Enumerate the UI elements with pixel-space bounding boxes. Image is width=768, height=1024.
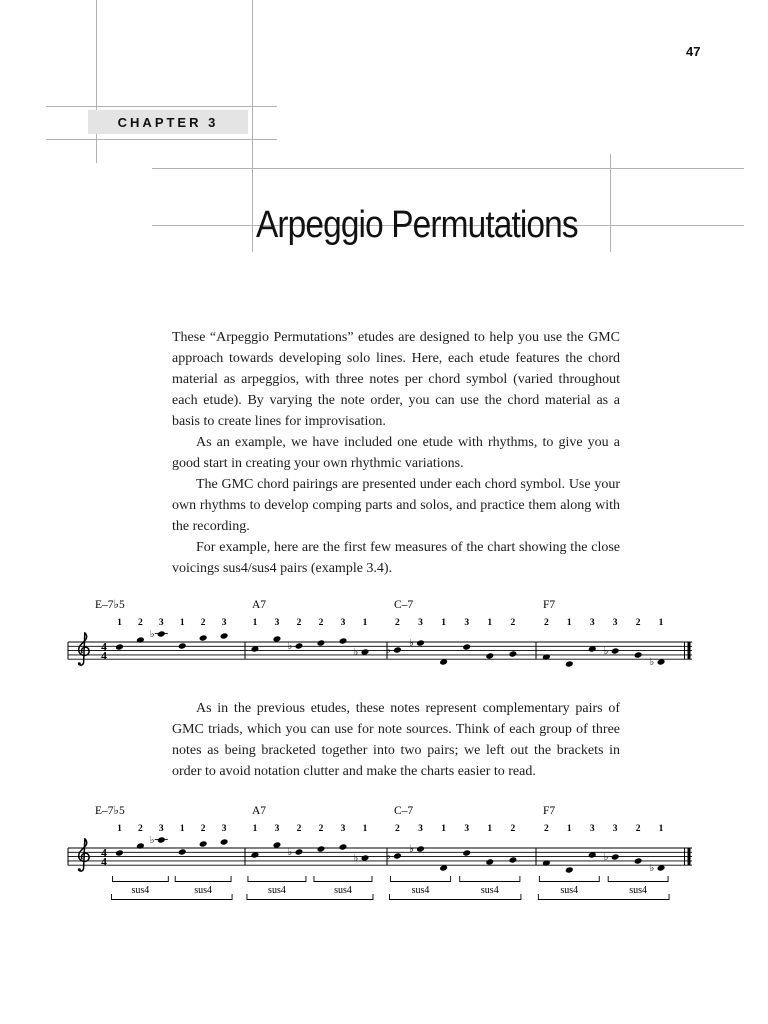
svg-text:1: 1	[658, 618, 664, 628]
svg-text:C–7: C–7	[394, 805, 414, 817]
svg-text:sus4: sus4	[268, 885, 286, 896]
svg-text:sus4: sus4	[411, 885, 430, 896]
svg-text:3: 3	[612, 824, 618, 834]
paragraph: For example, here are the first few measures of the chart showing the close voicings sus4/sus4 pairs (example 3.4).	[172, 540, 620, 576]
svg-text:♭: ♭	[149, 629, 155, 641]
svg-text:sus4: sus4	[560, 885, 579, 896]
svg-text:C–7: C–7	[394, 599, 414, 611]
svg-text:3: 3	[340, 618, 346, 628]
svg-text:sus4: sus4	[334, 885, 352, 896]
svg-text:♭: ♭	[353, 853, 359, 865]
svg-text:2: 2	[296, 824, 302, 834]
svg-text:2: 2	[138, 618, 143, 628]
svg-text:3: 3	[589, 618, 595, 628]
svg-text:4: 4	[101, 856, 107, 869]
svg-text:♭: ♭	[287, 847, 293, 859]
svg-text:1: 1	[658, 824, 664, 834]
svg-text:2: 2	[543, 618, 549, 628]
svg-text:1: 1	[117, 618, 122, 628]
svg-text:1: 1	[441, 618, 446, 628]
svg-text:2: 2	[395, 618, 400, 628]
svg-text:1: 1	[487, 618, 493, 628]
svg-text:sus4: sus4	[480, 885, 499, 896]
paragraph: These “Arpeggio Permutations” etudes are designed to help you use the GMC approach towards developing solo lines. Here, each etude features the chord material as arpeggios, with three notes per chord symbol (varied throughout each etude). By varying the note order, you can use the chord material as a basis to create lines for improvisation.	[172, 330, 620, 429]
svg-text:2: 2	[510, 824, 516, 834]
svg-text:2: 2	[296, 618, 302, 628]
svg-text:♭: ♭	[649, 657, 655, 669]
svg-text:1: 1	[179, 618, 185, 628]
decor-line-title-top	[152, 168, 744, 169]
svg-text:2: 2	[635, 618, 641, 628]
svg-text:1: 1	[117, 824, 122, 834]
svg-text:3: 3	[274, 824, 280, 834]
svg-text:1: 1	[179, 824, 185, 834]
svg-text:A7: A7	[252, 599, 267, 611]
svg-text:♭: ♭	[603, 852, 609, 864]
svg-text:1: 1	[566, 824, 572, 834]
svg-text:2: 2	[318, 824, 324, 834]
svg-text:3: 3	[418, 824, 423, 834]
page-number: 47	[686, 44, 701, 59]
paragraph: As an example, we have included one etude with rhythms, to give you a good start in creating your own rhythmic variations.	[172, 435, 620, 471]
svg-text:1: 1	[252, 824, 258, 834]
svg-text:1: 1	[566, 618, 572, 628]
svg-text:sus4: sus4	[131, 885, 150, 896]
svg-text:2: 2	[395, 824, 400, 834]
svg-text:3: 3	[158, 618, 164, 628]
svg-text:2: 2	[543, 824, 549, 834]
music-example-sus4-pairs	[60, 801, 705, 913]
decor-line-chapter-bottom	[46, 139, 277, 140]
svg-text:♭: ♭	[385, 645, 391, 657]
svg-text:♭: ♭	[149, 835, 155, 847]
svg-text:♭: ♭	[385, 851, 391, 863]
svg-text:1: 1	[441, 824, 446, 834]
svg-text:♭: ♭	[287, 641, 293, 653]
paragraph: The GMC chord pairings are presented under each chord symbol. Use your own rhythms to develop comping parts and solos, and practice them along with the recording.	[172, 477, 620, 534]
svg-text:3: 3	[418, 618, 423, 628]
svg-text:2: 2	[635, 824, 641, 834]
page-title: Arpeggio Permutations	[256, 204, 578, 247]
svg-text:3: 3	[464, 824, 470, 834]
svg-text:4: 4	[101, 847, 107, 860]
svg-text:3: 3	[221, 824, 227, 834]
svg-text:♭: ♭	[353, 647, 359, 659]
svg-text:E–7♭5: E–7♭5	[95, 599, 125, 611]
svg-text:F7: F7	[543, 805, 556, 817]
svg-text:3: 3	[340, 824, 346, 834]
svg-text:F7: F7	[543, 599, 556, 611]
paragraph: As in the previous etudes, these notes represent complementary pairs of GMC triads, which you can use for note sources. Think of each group of three notes as being bracketed together into two pairs; we left out the brackets in order to avoid notation clutter and make the charts easier to read.	[172, 701, 620, 779]
svg-text:1: 1	[487, 824, 493, 834]
decor-line-chapter-top	[46, 106, 277, 107]
svg-text:♭: ♭	[409, 844, 414, 856]
svg-text:4: 4	[101, 641, 107, 654]
svg-text:♭: ♭	[603, 646, 609, 658]
svg-text:2: 2	[138, 824, 143, 834]
svg-text:3: 3	[589, 824, 595, 834]
svg-text:♭: ♭	[409, 638, 414, 650]
chapter-heading	[88, 110, 248, 134]
svg-text:1: 1	[252, 618, 258, 628]
svg-text:1: 1	[362, 824, 368, 834]
svg-text:3: 3	[274, 618, 280, 628]
svg-text:sus4: sus4	[194, 885, 213, 896]
chapter-heading-label: CHAPTER 3	[117, 114, 219, 130]
svg-text:4: 4	[101, 650, 107, 663]
svg-text:A7: A7	[252, 805, 267, 817]
decor-line-vertical-mid	[252, 0, 253, 252]
body-text	[172, 698, 620, 782]
svg-text:3: 3	[464, 618, 470, 628]
svg-text:♭: ♭	[649, 863, 655, 875]
svg-text:2: 2	[318, 618, 324, 628]
svg-text:E–7♭5: E–7♭5	[95, 805, 125, 817]
svg-text:2: 2	[200, 824, 206, 834]
svg-text:2: 2	[200, 618, 206, 628]
body-text	[172, 327, 620, 579]
svg-text:3: 3	[158, 824, 164, 834]
svg-text:3: 3	[612, 618, 618, 628]
svg-text:2: 2	[510, 618, 516, 628]
svg-text:sus4: sus4	[629, 885, 648, 896]
svg-text:3: 3	[221, 618, 227, 628]
svg-text:1: 1	[362, 618, 368, 628]
music-example-fingerings	[60, 595, 705, 691]
